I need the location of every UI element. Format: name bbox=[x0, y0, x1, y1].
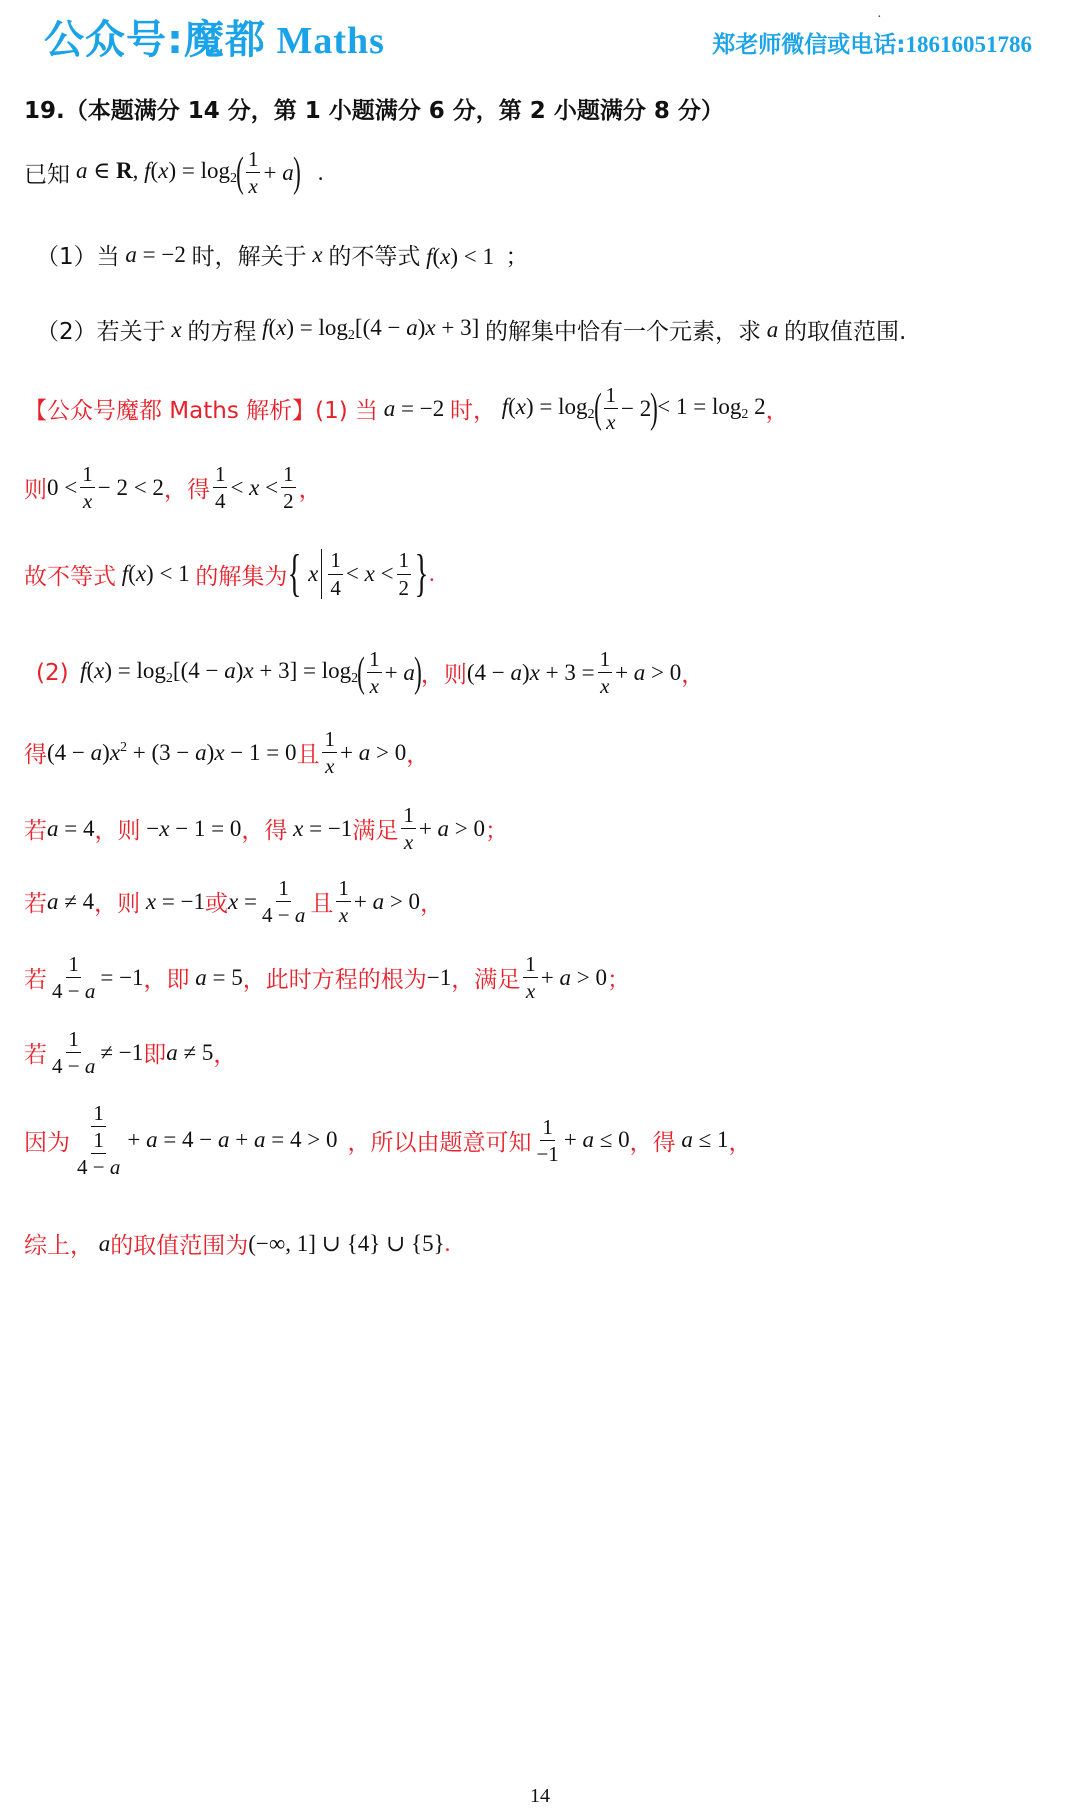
solution-line-2: 则 0 < $\frac{1}{x}$ − 2 < 2 ，得 $\frac{1}{4}$ < x < $\frac{1}{2}$ ， bbox=[24, 462, 322, 514]
solution-line-4: (2) $f(x) = \log_2[(4 - a)x + 3] = \log_2$ ( $\frac{1}{x}$ + a ) ，则 (4 − a)x + 3 = $\frac{1}{x}$ + a > 0 ， bbox=[36, 647, 705, 699]
solution-line-9: 若 $\frac{1}{4 - a}$ ≠ −1 即 a ≠ 5 ， bbox=[24, 1027, 237, 1079]
solution-line-5: 得 $(4 - a)x^2 + (3 - a)x - 1 = 0$ 且 $\frac{1}{x}$ + a > 0 ， bbox=[24, 727, 430, 779]
problem-title: 19.（本题满分 14 分，第 1 小题满分 6 分，第 2 小题满分 8 分） bbox=[24, 98, 724, 124]
solution-line-6: 若 a = 4 ，则 −x − 1 = 0 ，得 x = −1 满足 $\frac{1}{x}$ + a > 0 ； bbox=[24, 803, 509, 855]
contact-phone: 18616051786 bbox=[905, 32, 1032, 57]
solution-summary: 综上， a 的取值范围为 (−∞, 1] ∪ {4} ∪ {5} . bbox=[24, 1230, 451, 1259]
problem-given: 已知 a ∈ R, $f(x) = \log_2$ ( $\frac{1}{x}$ + a ) . bbox=[24, 147, 324, 199]
solution-line-3: 故不等式 f(x) < 1 的解集为 { x $\frac{1}{4}$ < x < $\frac{1}{2}$ } . bbox=[24, 545, 435, 602]
solution-line-8: 若 $\frac{1}{4 - a}$ = −1 ，即 a = 5 ，此时方程的根为 −1 ，满足 $\frac{1}{x}$ + a > 0 ； bbox=[24, 952, 630, 1004]
contact-label: 郑老师微信或电话: bbox=[712, 32, 906, 58]
solution-line-10: 因为 $\frac{1}{\frac{1}{4 - a}}$ + a = 4 − a + a = 4 > 0 ，所以由题意可知 $\frac{1}{-1}$ + a ≤ 0 ，得 a ≤ 1 ， bbox=[24, 1101, 752, 1180]
brand-latin: Maths bbox=[266, 20, 385, 62]
brand-cn: 公众号:魔都 bbox=[44, 17, 266, 63]
stray-dot: · bbox=[877, 10, 882, 25]
solution-line-1: 【公众号魔都 Maths 解析】 (1) 当 a = −2 时， $f(x) = \log_2$ ( $\frac{1}{x}$ − 2 ) < $1 = \log_2 2$ ， bbox=[24, 383, 789, 435]
contact-info bbox=[712, 26, 1032, 59]
solution-label: 【公众号魔都 Maths 解析】 bbox=[24, 398, 316, 425]
page-number: 14 bbox=[530, 1785, 550, 1807]
question-1: （1）当 a = −2 时，解关于 x 的不等式 f(x) < 1 ； bbox=[36, 241, 529, 270]
brand-logo-text bbox=[44, 8, 385, 65]
question-2: （2）若关于 x 的方程 $f(x) = \log_2[(4 - a)x + 3]$ 的解集中恰有一个元素，求 a 的取值范围. bbox=[36, 315, 907, 345]
solution-line-7: 若 a ≠ 4 ，则 x = −1 或 x = $\frac{1}{4 - a}$ 且 $\frac{1}{x}$ + a > 0 ， bbox=[24, 876, 444, 928]
